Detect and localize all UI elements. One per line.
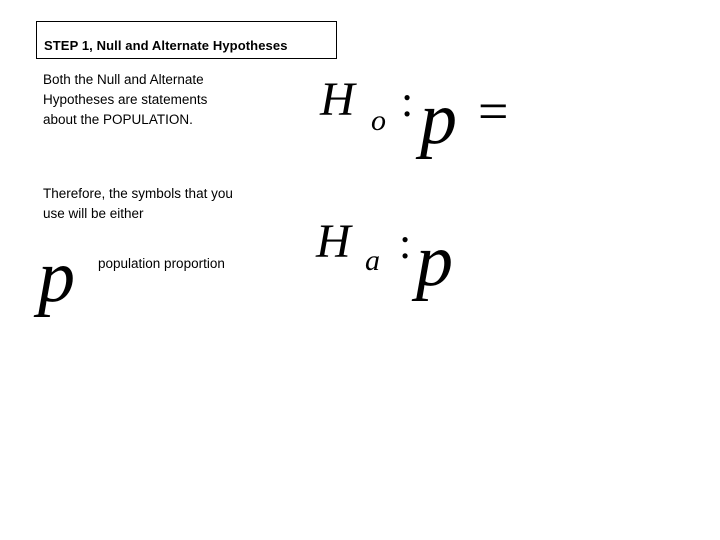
null-H: H [320, 73, 355, 126]
intro-paragraph: Both the Null and Alternate Hypotheses are statements about the POPULATION. [43, 72, 208, 127]
slide-title-box [36, 21, 337, 59]
null-subscript: o [371, 104, 386, 137]
slide-title: STEP 1, Null and Alternate Hypotheses [44, 37, 288, 53]
alternate-subscript: a [365, 244, 380, 277]
population-proportion-label: population proportion [98, 256, 225, 271]
alternate-p: p [416, 220, 453, 302]
alternate-colon: : [399, 219, 412, 268]
null-p: p [420, 78, 457, 160]
therefore-paragraph: Therefore, the symbols that you use will be either [43, 186, 233, 221]
p-symbol: p [38, 236, 75, 318]
null-colon: : [401, 77, 414, 126]
null-equals: = [478, 81, 509, 141]
alternate-H: H [316, 215, 351, 268]
